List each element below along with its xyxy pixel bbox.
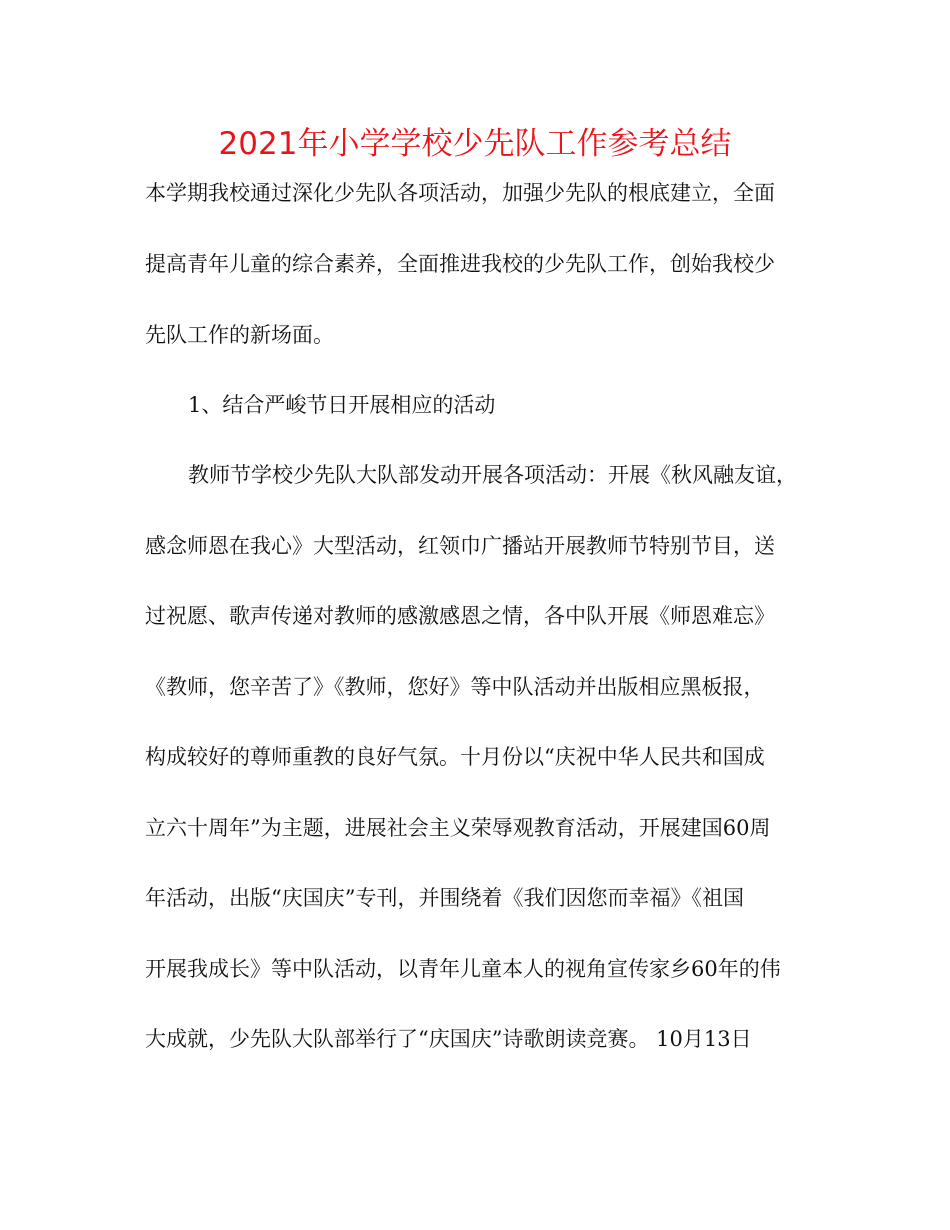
paragraph-line: 大成就，少先队大队部举行了“庆国庆”诗歌朗读竞赛。 10月13日 (145, 1027, 752, 1051)
paragraph-line: 提高青年儿童的综合素养，全面推进我校的少先队工作，创始我校少 (145, 252, 775, 276)
paragraph-line: 过祝愿、歌声传递对教师的感激感恩之情，各中队开展《师恩难忘》 (145, 604, 775, 628)
paragraph-line: 感念师恩在我心》大型活动，红领巾广播站开展教师节特别节目，送 (145, 534, 775, 558)
paragraph-line: 先队工作的新场面。 (145, 323, 334, 347)
document-title: 2021年小学学校少先队工作参考总结 (218, 126, 732, 162)
paragraph-line: 年活动，出版“庆国庆”专刊，并围绕着《我们因您而幸福》《祖国 (145, 886, 744, 910)
paragraph-line: 立六十周年”为主题，进展社会主义荣辱观教育活动，开展建国60周 (145, 816, 771, 840)
paragraph-line: 教师节学校少先队大队部发动开展各项活动：开展《秋风融友谊， (188, 463, 797, 487)
paragraph-line: 构成较好的尊师重教的良好气氛。十月份以“庆祝中华人民共和国成 (145, 745, 765, 769)
paragraph-line: 《教师，您辛苦了》《教师，您好》等中队活动并出版相应黑板报， (145, 675, 765, 699)
paragraph-line: 开展我成长》等中队活动，以青年儿童本人的视角宣传家乡60年的伟 (145, 957, 781, 981)
paragraph-line: 本学期我校通过深化少先队各项活动，加强少先队的根底建立，全面 (145, 181, 775, 205)
section-heading: 1、结合严峻节日开展相应的活动 (188, 393, 496, 417)
